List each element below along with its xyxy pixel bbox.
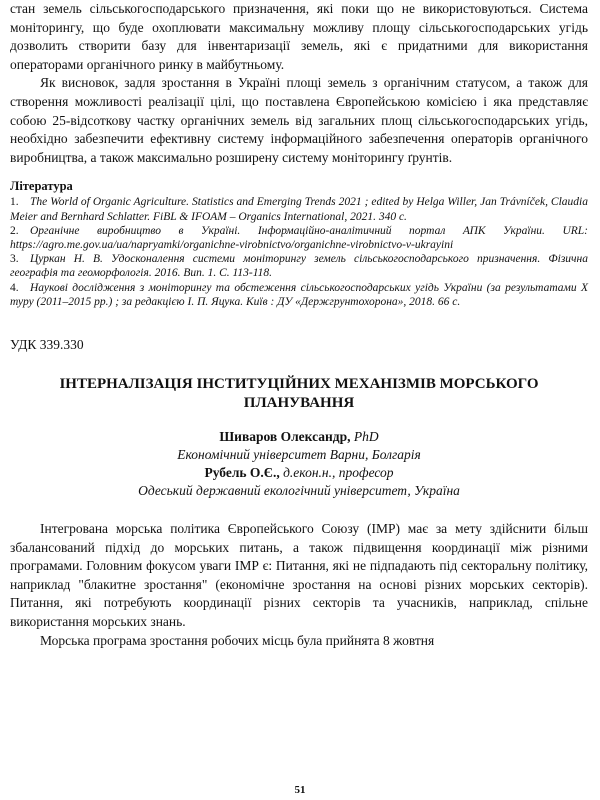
references-section	[10, 179, 588, 309]
paragraph-intro: Інтегрована морська політика Європейського Союзу (ІМР) має за мету здійснити більш збалансований підхід до морських питань, а також підвищення координації між різними програмами. Головним фокусом уваги ІМР є: Питання, які не підпадають під секторальну політику, наприклад "блакитне зростання" (економічне зростання на основі різних морських секторів). Питання, які потребують координації різних секторів та учасників, наприклад, спільне використання морських знань.	[10, 520, 588, 629]
author-name: Шиваров Олександр,	[219, 428, 351, 444]
article-body	[10, 520, 588, 650]
paragraph-continued: стан земель сільськогосподарського призначення, які поки що не використовуються. Система моніторингу, що буде охоплювати максимальну можливу площу сільськогосподарських угідь дозволить створити базу для інвентаризації земель, які є придатними для використання операторами органічного ринку в майбутньому.	[10, 1, 588, 72]
author-line	[10, 428, 588, 446]
author-line	[10, 464, 588, 482]
author-affiliation: Економічний університет Варни, Болгарія	[177, 446, 421, 462]
authors-block	[10, 428, 588, 500]
paragraph-conclusion: Як висновок, задля зростання в Україні площі земель з органічним статусом, а також для створення можливості реалізації цілі, що поставлена Європейською комісією і яка представляє собою 25-відсоткову частку органічних земель від загальних площ сільськогосподарських угідь, необхідно забезпечити ефективну систему інформаційного забезпечення операторів органічного виробництва, а також максимально розширену систему моніторингу ґрунтів.	[10, 75, 588, 165]
author-affiliation: Одеський державний екологічний університет, Україна	[138, 482, 460, 498]
author-degree: PhD	[353, 428, 379, 444]
author-name: Рубель О.Є.,	[204, 464, 280, 480]
author-degree: д.екон.н., професор	[283, 464, 394, 480]
references-title: Література	[10, 179, 73, 194]
paragraph-next: Морська програма зростання робочих місць була прийнята 8 жовтня	[40, 632, 435, 648]
article-title: ІНТЕРНАЛІЗАЦІЯ ІНСТИТУЦІЙНИХ МЕХАНІЗМІВ МОРСЬКОГО ПЛАНУВАННЯ	[59, 375, 539, 411]
page-number: 51	[294, 784, 306, 796]
udk-code: УДК 339.330	[10, 336, 84, 352]
reference-item: 3. Цуркан Н. В. Удосконалення системи моніторингу земель сільськогосподарського призначення. Фізична географія та геоморфологія. 2016. Вип. 1. С. 113-118.	[10, 253, 588, 280]
reference-item: 4. Наукові дослідження з моніторингу та обстеження сільськогосподарських угідь України (за результатами X туру (2011–2015 рр.) ; за редакцією І. П. Яцука. Київ : ДУ «Держгрунтохорона», 2018. 66 с.	[10, 281, 588, 308]
reference-item: 1. The World of Organic Agriculture. Statistics and Emerging Trends 2021 ; edited by Helga Willer, Jan Trávníček, Claudia Meier and Bernhard Schlatter. FiBL & IFOAM – Organics International, 2021. 340 с.	[10, 196, 588, 223]
reference-item: 2. Органічне виробництво в Україні. Інформаційно-аналітичний портал АПК України. URL: https://agro.me.gov.ua/ua/napryamki/organichne-virobnictvo/organichne-virobnictvo-v-ukrayini	[10, 224, 588, 251]
